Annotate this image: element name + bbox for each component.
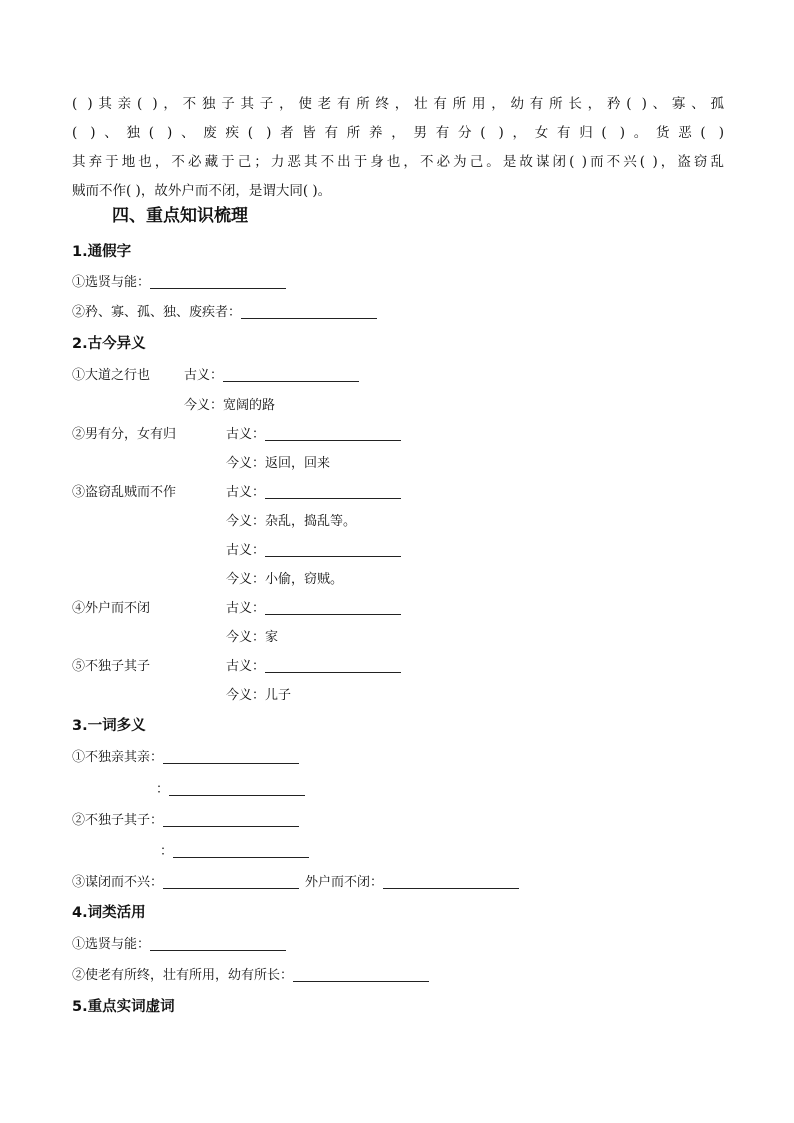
s2-q4-gu-blank[interactable] xyxy=(265,600,401,615)
s2-q2: ②男有分，女有归 xyxy=(72,427,177,442)
s2-q5-gu-label: 古义： xyxy=(226,659,266,674)
s2-q1-gu xyxy=(184,367,359,385)
passage-line-1: ( )其亲( )，不独子其子，使老有所终，壮有所用，幼有所长，矜( )、寡、孤 xyxy=(72,96,724,112)
s2-q3: ③盗窃乱贼而不作 xyxy=(72,485,177,500)
s2-q5-jin: 今义：儿子 xyxy=(226,688,292,703)
s3-q1b-blank[interactable] xyxy=(169,781,305,796)
s2-q5-gu xyxy=(226,658,401,676)
s2-q3-gu2 xyxy=(226,542,401,560)
s2-title: 2.古今异义 xyxy=(72,336,146,352)
s2-q2-gu xyxy=(226,426,401,444)
s5-title: 5.重点实词虚词 xyxy=(72,999,175,1015)
s3-q2b xyxy=(160,843,309,861)
s3-q1-blank[interactable] xyxy=(163,749,299,764)
s3-title: 3.一词多义 xyxy=(72,718,146,734)
s4-q1-label: ①选贤与能： xyxy=(72,937,151,952)
s3-q2 xyxy=(72,812,299,830)
s3-q2-blank[interactable] xyxy=(163,812,299,827)
s2-q3-jin1: 今义：杂乱，捣乱等。 xyxy=(226,514,357,529)
s3-q1-label: ①不独亲其亲： xyxy=(72,750,164,765)
s2-q3-jin2: 今义：小偷，窃贼。 xyxy=(226,572,344,587)
s3-q2b-blank[interactable] xyxy=(173,843,309,858)
s1-q1-label: ①选贤与能： xyxy=(72,275,151,290)
s3-q3b-label: 外户而不闭： xyxy=(305,875,384,890)
s3-q3a-blank[interactable] xyxy=(163,874,299,889)
s4-q1 xyxy=(72,936,286,954)
s1-q2 xyxy=(72,304,377,322)
section-title: 四、重点知识梳理 xyxy=(112,206,248,226)
s4-q1-blank[interactable] xyxy=(150,936,286,951)
s3-q1 xyxy=(72,749,299,767)
s3-q2-label: ②不独子其子： xyxy=(72,813,164,828)
s1-q2-label: ②矜、寡、孤、独、废疾者： xyxy=(72,305,242,320)
s2-q2-jin: 今义：返回，回来 xyxy=(226,456,331,471)
s2-q1-gu-blank[interactable] xyxy=(223,367,359,382)
s3-q3 xyxy=(72,874,519,892)
s3-q3b-blank[interactable] xyxy=(383,874,519,889)
s2-q1-gu-label: 古义： xyxy=(184,368,224,383)
passage-line-2: ( )、独( )、废疾( )者皆有所养，男有分( )，女有归( )。货恶( ) xyxy=(72,125,724,141)
s3-q1b xyxy=(156,781,305,799)
s2-q4-gu-label: 古义： xyxy=(226,601,266,616)
s3-q1b-label: ： xyxy=(156,782,170,797)
s4-q2 xyxy=(72,967,429,985)
s1-q1-blank[interactable] xyxy=(150,274,286,289)
s2-q1-jin: 今义：宽阔的路 xyxy=(184,398,276,413)
passage-line-3: 其弃于地也，不必藏于己；力恶其不出于身也，不必为己。是故谋闭( )而不兴( )，盗窃乱 xyxy=(72,154,724,170)
s3-q2b-label: ： xyxy=(160,844,174,859)
s2-q4: ④外户而不闭 xyxy=(72,601,151,616)
s2-q2-gu-label: 古义： xyxy=(226,427,266,442)
s2-q3-gu1-label: 古义： xyxy=(226,485,266,500)
s1-q1 xyxy=(72,274,286,292)
s1-title: 1.通假字 xyxy=(72,244,132,260)
s4-title: 4.词类活用 xyxy=(72,905,146,921)
s2-q4-gu xyxy=(226,600,401,618)
s4-q2-label: ②使老有所终，壮有所用，幼有所长： xyxy=(72,968,294,983)
s2-q3-gu1 xyxy=(226,484,401,502)
s2-q3-gu1-blank[interactable] xyxy=(265,484,401,499)
s2-q4-jin: 今义：家 xyxy=(226,630,279,645)
s2-q2-gu-blank[interactable] xyxy=(265,426,401,441)
s4-q2-blank[interactable] xyxy=(293,967,429,982)
s1-q2-blank[interactable] xyxy=(241,304,377,319)
s2-q5: ⑤不独子其子 xyxy=(72,659,151,674)
passage-line-4: 贼而不作( )，故外户而不闭，是谓大同( )。 xyxy=(72,183,332,199)
s3-q3a-label: ③谋闭而不兴： xyxy=(72,875,164,890)
s2-q5-gu-blank[interactable] xyxy=(265,658,401,673)
s2-q3-gu2-label: 古义： xyxy=(226,543,266,558)
s2-q1: ①大道之行也 xyxy=(72,368,151,383)
s2-q3-gu2-blank[interactable] xyxy=(265,542,401,557)
